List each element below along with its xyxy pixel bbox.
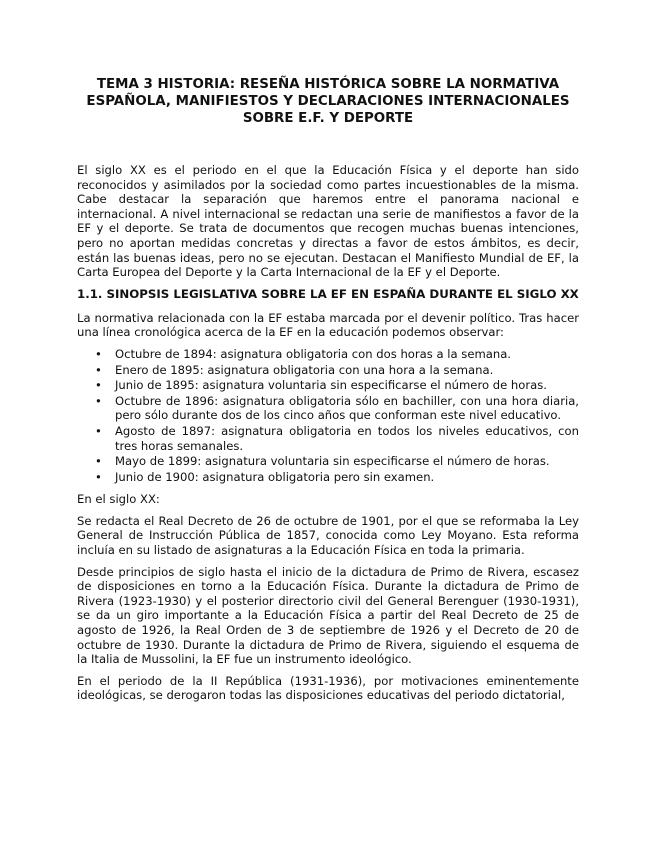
timeline-item: • Enero de 1895: asignatura obligatoria con una hora a la semana.: [115, 363, 579, 378]
timeline-item: • Octubre de 1894: asignatura obligatoria con dos horas a la semana.: [115, 347, 579, 362]
timeline-item: • Mayo de 1899: asignatura voluntaria sin especificarse el número de horas.: [115, 454, 579, 469]
title-line: ESPAÑOLA, MANIFIESTOS Y DECLARACIONES INTERNACIONALES: [86, 94, 570, 109]
section-heading: 1.1. SINOPSIS LEGISLATIVA SOBRE LA EF EN ESPAÑA DURANTE EL SIGLO XX: [77, 286, 579, 301]
timeline-item: • Agosto de 1897: asignatura obligatoria en todos los niveles educativos, con tres horas semanales.: [115, 424, 579, 453]
body-paragraph: En el siglo XX:: [77, 492, 160, 507]
title-line: TEMA 3 HISTORIA: RESEÑA HISTÓRICA SOBRE LA NORMATIVA: [96, 77, 560, 92]
title-line: SOBRE E.F. Y DEPORTE: [242, 111, 414, 126]
timeline-item: • Junio de 1895: asignatura voluntaria sin especificarse el número de horas.: [115, 378, 579, 393]
intro-paragraph: El siglo XX es el periodo en el que la Educación Física y el deporte han sido reconocidos y asimilados por la sociedad como partes incuestionables de la misma. Cabe destacar la separación que haremos entre el panorama nacional e internacional. A nivel internacional se redactan una serie de manifiestos a favor de la EF y el deporte. Se trata de documentos que recogen muchas buenas intenciones, pero no aportan medidas concretas y directas a favor de estos ámbitos, es decir, están las buenas ideas, pero no se ejecutan. Destacan el Manifiesto Mundial de EF, la Carta Europea del Deporte y la Carta Internacional de la EF y el Deporte.: [77, 163, 579, 280]
section-intro-paragraph: La normativa relacionada con la EF estaba marcada por el devenir político. Tras hacer una línea cronológica acerca de la EF en la educación podemos observar:: [77, 310, 579, 340]
timeline-item: • Junio de 1900: asignatura obligatoria pero sin examen.: [115, 470, 579, 485]
body-paragraph: Desde principios de siglo hasta el inicio de la dictadura de Primo de Rivera, escasez de disposiciones en torno a la Educación Física. Durante la dictadura de Primo de Rivera (1923-1930) y el posterior directorio civil del General Berenguer (1930-1931), se da un giro importante a la Educación Física a partir del Real Decreto de 25 de agosto de 1926, la Real Orden de 3 de septiembre de 1926 y el Decreto de 20 de octubre de 1930. Durante la dictadura de Primo de Rivera, siguiendo el esquema de la Italia de Mussolini, la EF fue un instrumento ideológico.: [77, 564, 579, 667]
document-title: [77, 76, 579, 127]
timeline-list: [77, 347, 579, 484]
timeline-item: • Octubre de 1896: asignatura obligatoria sólo en bachiller, con una hora diaria, pero sólo durante dos de los cinco años que conforman este nivel educativo.: [115, 394, 579, 423]
body-paragraph: En el periodo de la II República (1931-1936), por motivaciones eminentemente ideológicas, se derogaron todas las disposiciones educativas del periodo dictatorial,: [77, 673, 579, 703]
body-paragraph: Se redacta el Real Decreto de 26 de octubre de 1901, por el que se reformaba la Ley General de Instrucción Pública de 1857, conocida como Ley Moyano. Esta reforma incluía en su listado de asignaturas a la Educación Física en toda la primaria.: [77, 513, 579, 558]
